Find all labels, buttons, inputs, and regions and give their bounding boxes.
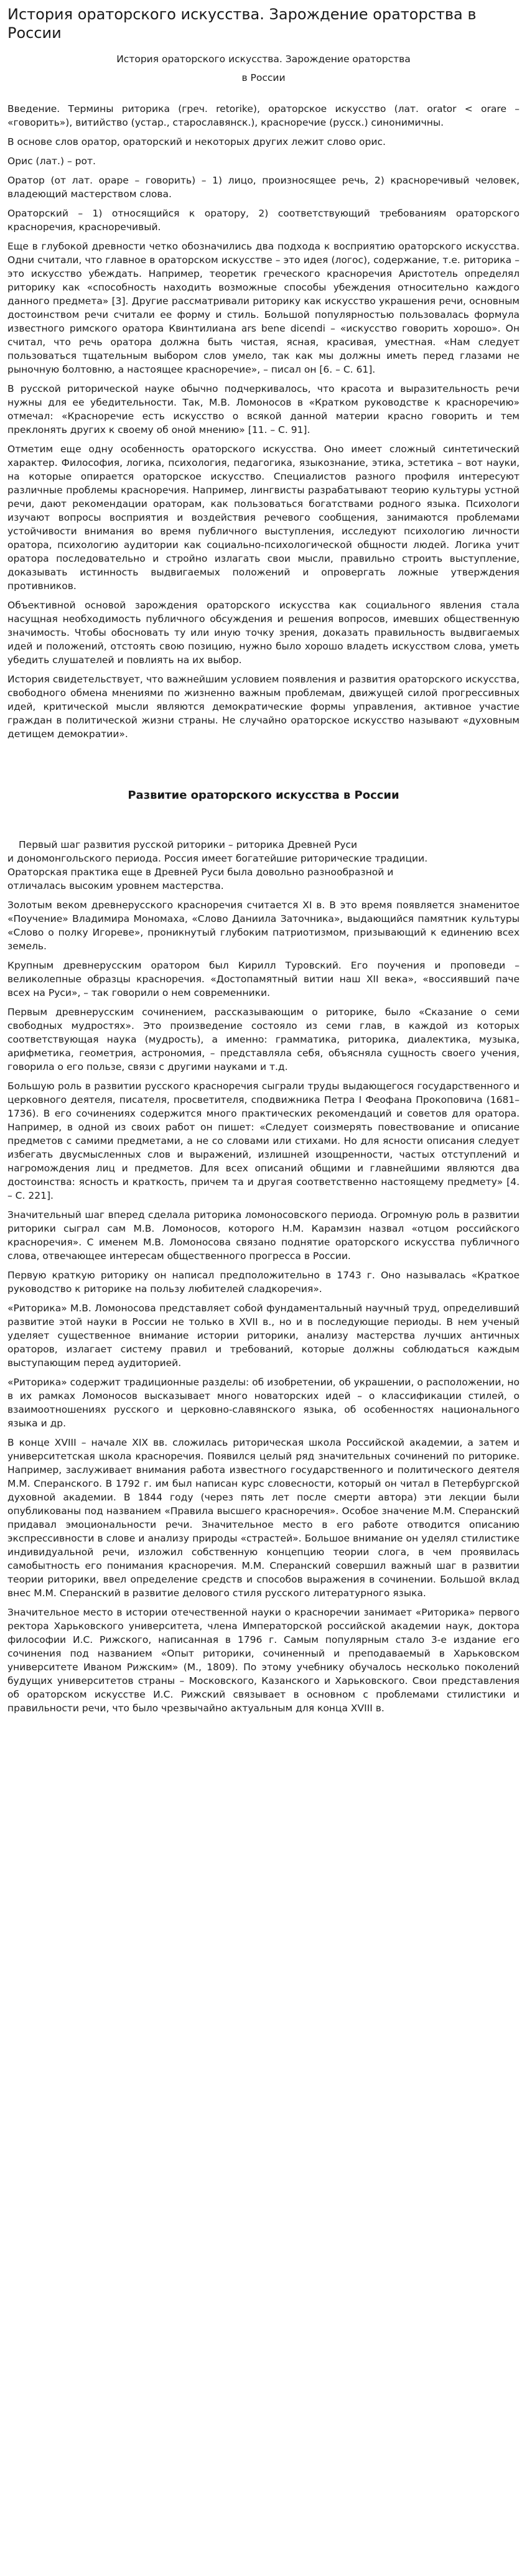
paragraph: Первую краткую риторику он написал предположительно в 1743 г. Оно называлась «Краткое руководство к риторике на пользу любителей сладкоречия». bbox=[7, 1270, 520, 1295]
lead-line: отличалась высоким уровнем мастерства. bbox=[7, 880, 224, 891]
paragraph: Золотым веком древнерусского красноречия считается XI в. В это время появляется знаменитое «Поучение» Владимира Мономаха, «Слово Даниила Заточника», выдающийся памятник культуры «Слово о полку Игореве», проникнутый глубоким патриотизмом, призывающий к единению всех земель. bbox=[7, 900, 520, 952]
paragraph: Большую роль в развитии русского красноречия сыграли труды выдающегося государственного и церковного деятеля, писателя, просветителя, сподвижника Петра I Феофана Прокоповича (1681–1736). В его сочинениях содержится много практических рекомендаций и советов для оратора. Например, в одной из своих работ он пишет: «Следует соизмерять повествование и описание предметов с самими предметами, а не со словами или стихами. Но для ясности описания следует избегать двусмысленных слов и выражений, излишней изощренности, частых отступлений и нагромождения лиц и предметов. Для всех описаний общими и главнейшими являются два достоинства: ясность и краткость, причем та и другая соответственно настоящему предмету» [4. – С. 221]. bbox=[7, 1081, 520, 1201]
paragraph: Ораторский – 1) относящийся к оратору, 2) соответствующий требованиям ораторского красноречия, красноречивый. bbox=[7, 208, 520, 233]
section-lead-paragraph bbox=[7, 838, 520, 893]
paragraph: Орис (лат.) – рот. bbox=[7, 156, 96, 167]
lead-line: Первый шаг развития русской риторики – риторика Древней Руси bbox=[19, 839, 358, 850]
section-development-body bbox=[7, 898, 520, 1715]
paragraph: Значительный шаг вперед сделала риторика ломоносовского периода. Огромную роль в развитии риторики сыграл сам М.В. Ломоносов, которого Н.М. Карамзин назвал «отцом российского красноречия». С именем М.В. Ломоносова связано поднятие ораторского искусства публичного слова, отвечающее интересам общественного прогресса в России. bbox=[7, 1209, 520, 1262]
paragraph: История свидетельствует, что важнейшим условием появления и развития ораторского искусства, свободного обмена мнениями по жизненно важным проблемам, движущей силой прогрессивных идей, критической мысли являются демократические формы управления, активное участие граждан в политической жизни страны. Не случайно ораторское искусство называют «духовным детищем демократии». bbox=[7, 674, 520, 740]
subtitle-line: в России bbox=[241, 72, 286, 83]
section-heading: Развитие ораторского искусства в России bbox=[128, 789, 399, 802]
paragraph: Крупным древнерусским оратором был Кирилл Туровский. Его поучения и проповеди – великолепные образцы красноречия. «Достопамятный витии наш XII века», «воссиявший паче всех на Руси», – так говорили о нем современники. bbox=[7, 960, 520, 998]
lead-line: и дономонгольского периода. Россия имеет богатейшие риторические традиции. bbox=[7, 853, 428, 864]
paragraph: Введение. Термины риторика (греч. retorike), ораторское искусство (лат. orator < orare – «говорить»), витийство (устар., старославянск.), красноречие (русск.) синонимичны. bbox=[7, 103, 520, 128]
paragraph: «Риторика» М.В. Ломоносова представляет собой фундаментальный научный труд, определивший развитие этой науки в России не только в XVII в., но и в последующие периоды. В нем ученый уделяет существенное внимание истории риторики, анализу мастерства лучших античных ораторов, излагает систему правил и требований, которые должны соблюдаться каждым выступающим перед аудиторией. bbox=[7, 1303, 520, 1369]
paragraph: В конце XVIII – начале XIX вв. сложилась риторическая школа Российской академии, а затем и университетская школа красноречия. Появился целый ряд значительных сочинений по риторике. Например, заслуживает внимания работа известного государственного и политического деятеля М.М. Сперанского. В 1792 г. им был написан курс словесности, который он читал в Петербургской духовной академии. В 1844 году (через пять лет после смерти автора) эти лекции были опубликованы под названием «Правила высшего красноречия». Особое значение М.М. Сперанский придавал эмоциональности речи. Значительное место в его работе отводится описанию экспрессивности в слове и анализу природы «страстей». Большое внимание он уделял стилистике индивидуальной речи, изложил собственную концепцию теории слога, в чем проявилась самобытность его понимания красноречия. М.М. Сперанский совершил важный шаг в развитии теории риторики, ввел определение средств и способов выражения в сочинении. Большой вклад внес М.М. Сперанский в развитие делового стиля русского литературного языка. bbox=[7, 1437, 520, 1599]
paragraph: «Риторика» содержит традиционные разделы: об изобретении, об украшении, о расположении, но в их рамках Ломоносов высказывает много новаторских идей – о классификации стилей, о взаимоотношениях русского и церковно-славянского языка, об особенностях национального языка и др. bbox=[7, 1377, 520, 1429]
lead-line: Ораторская практика еще в Древней Руси была довольно разнообразной и bbox=[7, 867, 394, 878]
paragraph: Объективной основой зарождения ораторского искусства как социального явления стала насущная необходимость публичного обсуждения и решения вопросов, имевших общественную значимость. Чтобы обосновать ту или иную точку зрения, доказать правильность выдвигаемых идей и положений, отстоять свою позицию, нужно было хорошо владеть искусством слова, уметь убедить слушателей и повлиять на их выбор. bbox=[7, 600, 520, 666]
section-intro-body bbox=[7, 102, 520, 741]
document-subtitle bbox=[7, 50, 520, 87]
paragraph: Первым древнерусским сочинением, рассказывающим о риторике, было «Сказание о семи свободных мудростях». Это произведение состояло из семи глав, в каждой из которых соответствующая наука (мудрость), а именно: грамматика, риторика, диалектика, музыка, арифметика, геометрия, астрономия, – представляла себя, объясняла сущность своего учения, говорила о его пользе, связи с другими науками и т.д. bbox=[7, 1007, 520, 1072]
paragraph: Отметим еще одну особенность ораторского искусства. Оно имеет сложный синтетический характер. Философия, логика, психология, педагогика, языкознание, этика, эстетика – вот науки, на которые опирается ораторское искусство. Специалистов разного профиля интересуют различные проблемы красноречия. Например, лингвисты разрабатывают теорию культуры устной речи, дают рекомендации ораторам, как пользоваться богатствами родного языка. Психологи изучают вопросы восприятия и воздействия речевого сообщения, занимаются проблемами устойчивости внимания во время публичного выступления, исследуют психологию личности оратора, психологию аудитории как социально-психологической общности людей. Логика учит оратора последовательно и стройно излагать свои мысли, правильно строить выступление, доказывать истинность выдвигаемых положений и опровергать ложные утверждения противников. bbox=[7, 444, 520, 592]
paragraph: Значительное место в истории отечественной науки о красноречии занимает «Риторика» первого ректора Харьковского университета, члена Императорской российской академии наук, доктора философии И.С. Рижского, написанная в 1796 г. Самым популярным стало 3-е издание его сочинения под названием «Опыт риторики, сочиненный и преподаваемый в Харьковском университете Иваном Рижским» (М., 1809). По этому учебнику обучалось несколько поколений будущих университетов страны – Московского, Казанского и Харьковского. Свои представления об ораторском искусстве И.С. Рижский связывает в основном с проблемами стилистики и правильности речи, что было чрезвычайно актуальным для конца XVIII в. bbox=[7, 1607, 520, 1714]
subtitle-line: История ораторского искусства. Зарождение ораторства bbox=[116, 53, 411, 65]
paragraph: В основе слов оратор, ораторский и некоторых других лежит слово орис. bbox=[7, 136, 386, 147]
page-title: История ораторского искусства. Зарождение ораторства в России bbox=[7, 6, 477, 42]
paragraph: Оратор (от лат. орарe – говорить) – 1) лицо, произносящее речь, 2) красноречивый человек, владеющий мастерством слова. bbox=[7, 175, 520, 200]
paragraph: Еще в глубокой древности четко обозначились два подхода к восприятию ораторского искусства. Одни считали, что главное в ораторском искусстве – это идея (логос), содержание, т.е. риторика – это искусство убеждать. Например, теоретик греческого красноречия Аристотель определял риторику как «способность находить возможные способы убеждения относительно каждого данного предмета» [3]. Другие рассматривали риторику как искусство украшения речи, основным достоинством речи считали ее форму и стиль. Большой популярностью пользовалась формула известного римского оратора Квинтилиана ars bene dicendi – «искусство говорить хорошо». Он считал, что речь оратора должна быть чистая, ясная, красивая, уместная. «Нам следует пользоваться тщательным выбором слов умело, так как мы должны иметь перед глазами не рыночную болтовню, а настоящее красноречие», – писал он [6. – С. 61]. bbox=[7, 241, 520, 375]
paragraph: В русской риторической науке обычно подчеркивалось, что красота и выразительность речи нужны для ее убедительности. Так, М.В. Ломоносов в «Кратком руководстве к красноречию» отмечал: «Красноречие есть искусство о всякой данной материи красно говорить и тем преклонять других к своему об оной мнению» [11. – С. 91]. bbox=[7, 383, 520, 435]
